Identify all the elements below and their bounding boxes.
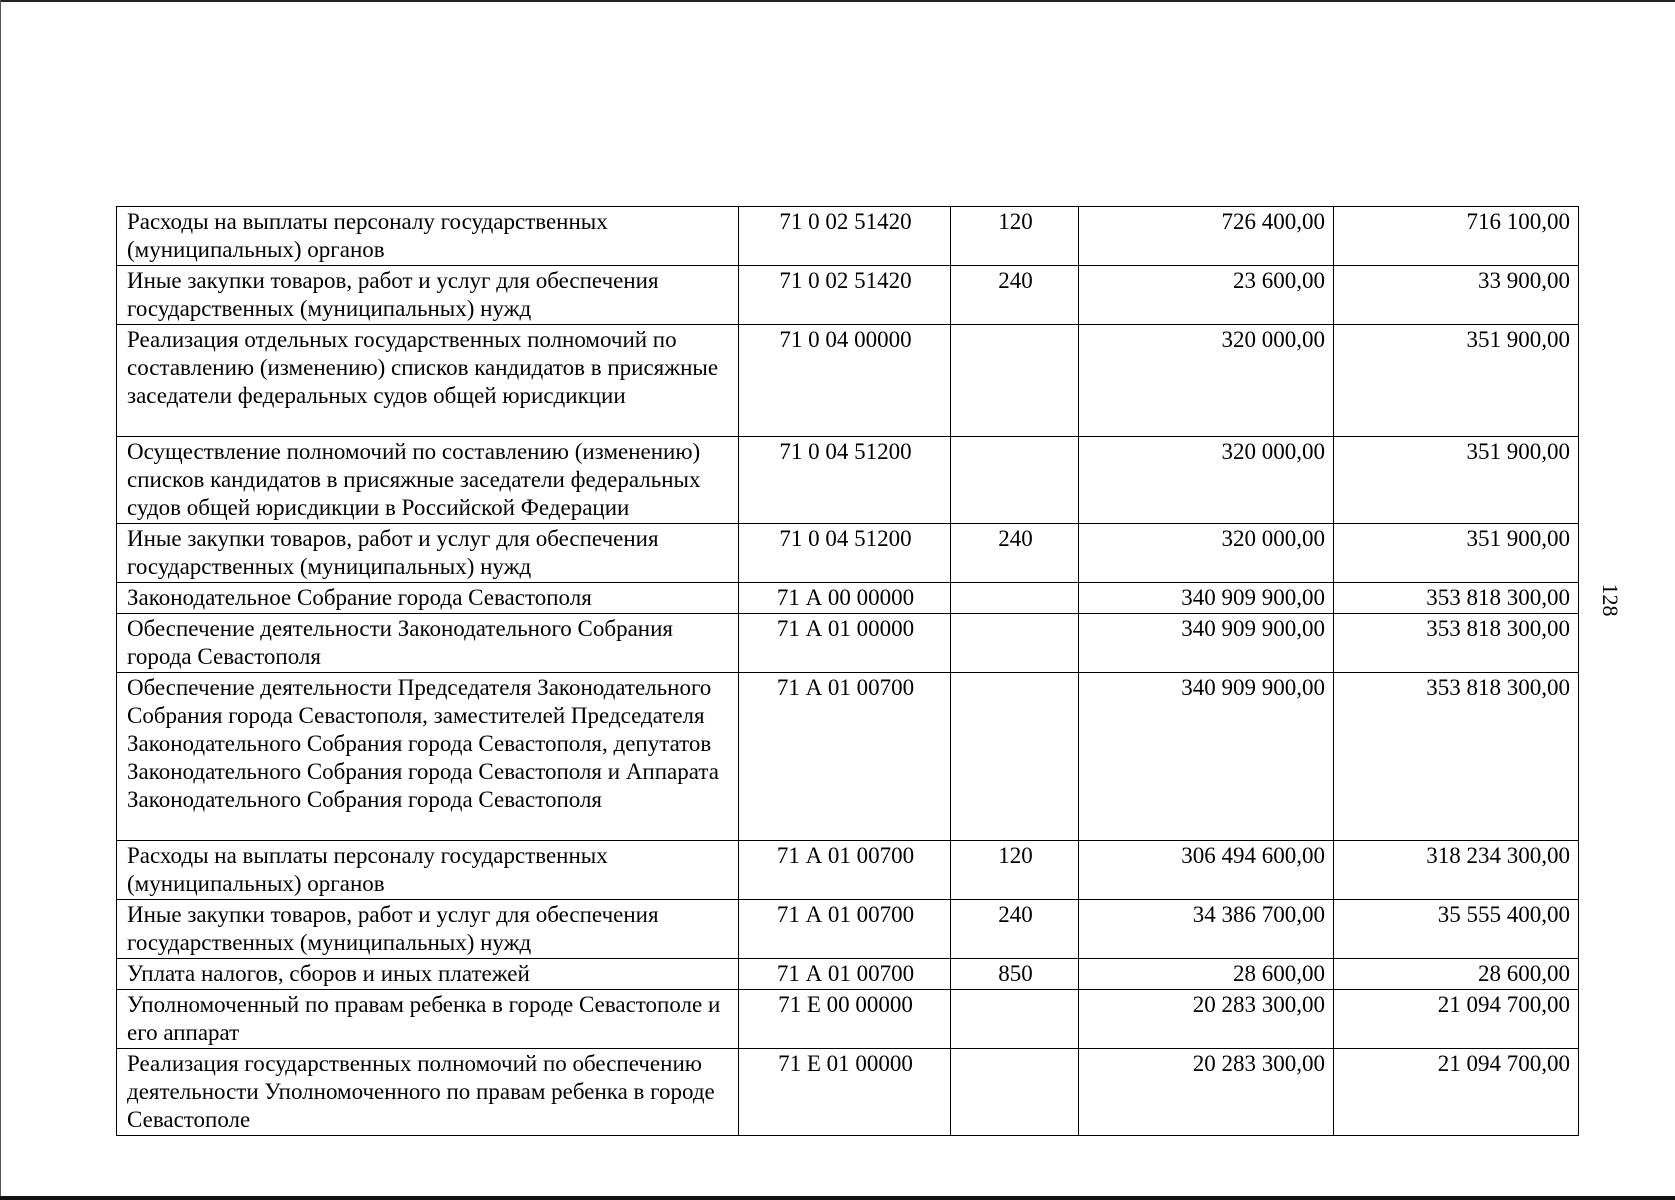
row-expense-type: 120 bbox=[951, 207, 1079, 266]
table-row bbox=[117, 900, 1579, 959]
row-code: 71 0 02 51420 bbox=[739, 266, 951, 325]
row-name: Иные закупки товаров, работ и услуг для обеспечения государственных (муниципальных) нужд bbox=[117, 524, 739, 583]
row-name: Уполномоченный по правам ребенка в городе Севастополе и его аппарат bbox=[117, 990, 739, 1049]
row-expense-type: 240 bbox=[951, 900, 1079, 959]
row-name: Обеспечение деятельности Законодательного Собрания города Севастополя bbox=[117, 614, 739, 673]
row-name: Уплата налогов, сборов и иных платежей bbox=[117, 959, 739, 990]
row-sum-2: 353 818 300,00 bbox=[1334, 673, 1579, 841]
row-code: 71 0 04 51200 bbox=[739, 524, 951, 583]
row-sum-2: 716 100,00 bbox=[1334, 207, 1579, 266]
row-code: 71 Е 00 00000 bbox=[739, 990, 951, 1049]
row-sum-1: 320 000,00 bbox=[1079, 325, 1334, 437]
row-sum-2: 28 600,00 bbox=[1334, 959, 1579, 990]
row-sum-2: 351 900,00 bbox=[1334, 437, 1579, 524]
row-code: 71 Е 01 00000 bbox=[739, 1049, 951, 1136]
scan-edge-top bbox=[0, 0, 1675, 2]
row-sum-2: 351 900,00 bbox=[1334, 524, 1579, 583]
table-row bbox=[117, 959, 1579, 990]
row-expense-type: 240 bbox=[951, 524, 1079, 583]
row-expense-type: 240 bbox=[951, 266, 1079, 325]
table-row bbox=[117, 990, 1579, 1049]
table-row bbox=[117, 266, 1579, 325]
row-expense-type: 850 bbox=[951, 959, 1079, 990]
page-number: 128 bbox=[1598, 583, 1623, 617]
row-sum-1: 306 494 600,00 bbox=[1079, 841, 1334, 900]
row-name: Законодательное Собрание города Севастополя bbox=[117, 583, 739, 614]
scan-edge-left bbox=[0, 0, 1, 1200]
row-sum-2: 21 094 700,00 bbox=[1334, 1049, 1579, 1136]
row-sum-2: 318 234 300,00 bbox=[1334, 841, 1579, 900]
row-expense-type bbox=[951, 673, 1079, 841]
row-code: 71 А 01 00700 bbox=[739, 900, 951, 959]
row-expense-type: 120 bbox=[951, 841, 1079, 900]
row-sum-2: 21 094 700,00 bbox=[1334, 990, 1579, 1049]
scan-edge-bottom bbox=[0, 1196, 1675, 1200]
row-name: Иные закупки товаров, работ и услуг для обеспечения государственных (муниципальных) нужд bbox=[117, 266, 739, 325]
row-name: Расходы на выплаты персоналу государственных (муниципальных) органов bbox=[117, 207, 739, 266]
table-row bbox=[117, 583, 1579, 614]
row-sum-1: 320 000,00 bbox=[1079, 524, 1334, 583]
row-sum-2: 353 818 300,00 bbox=[1334, 583, 1579, 614]
table-row bbox=[117, 437, 1579, 524]
row-expense-type bbox=[951, 1049, 1079, 1136]
row-sum-1: 320 000,00 bbox=[1079, 437, 1334, 524]
row-code: 71 0 02 51420 bbox=[739, 207, 951, 266]
row-code: 71 А 01 00700 bbox=[739, 959, 951, 990]
table-row bbox=[117, 325, 1579, 437]
row-sum-2: 351 900,00 bbox=[1334, 325, 1579, 437]
table-row bbox=[117, 614, 1579, 673]
table-row bbox=[117, 524, 1579, 583]
row-sum-1: 20 283 300,00 bbox=[1079, 990, 1334, 1049]
row-name: Реализация отдельных государственных полномочий по составлению (изменению) списков кандидатов в присяжные заседатели федеральных судов общей юрисдикции bbox=[117, 325, 739, 437]
row-expense-type bbox=[951, 437, 1079, 524]
row-code: 71 А 01 00000 bbox=[739, 614, 951, 673]
row-sum-1: 20 283 300,00 bbox=[1079, 1049, 1334, 1136]
row-sum-1: 340 909 900,00 bbox=[1079, 673, 1334, 841]
row-code: 71 А 01 00700 bbox=[739, 673, 951, 841]
budget-table bbox=[116, 206, 1579, 1136]
row-code: 71 0 04 51200 bbox=[739, 437, 951, 524]
row-sum-2: 35 555 400,00 bbox=[1334, 900, 1579, 959]
row-name: Обеспечение деятельности Председателя Законодательного Собрания города Севастополя, заместителей Председателя Законодательного Собрания города Севастополя, депутатов Законодательного Собрания города Севастополя и Аппарата Законодательного Собрания города Севастополя bbox=[117, 673, 739, 841]
row-expense-type bbox=[951, 325, 1079, 437]
row-name: Расходы на выплаты персоналу государственных (муниципальных) органов bbox=[117, 841, 739, 900]
row-expense-type bbox=[951, 614, 1079, 673]
row-sum-2: 353 818 300,00 bbox=[1334, 614, 1579, 673]
row-sum-1: 340 909 900,00 bbox=[1079, 614, 1334, 673]
row-name: Иные закупки товаров, работ и услуг для обеспечения государственных (муниципальных) нужд bbox=[117, 900, 739, 959]
row-name: Реализация государственных полномочий по обеспечению деятельности Уполномоченного по правам ребенка в городе Севастополе bbox=[117, 1049, 739, 1136]
table-row bbox=[117, 1049, 1579, 1136]
row-sum-1: 23 600,00 bbox=[1079, 266, 1334, 325]
row-code: 71 0 04 00000 bbox=[739, 325, 951, 437]
row-name: Осуществление полномочий по составлению (изменению) списков кандидатов в присяжные заседатели федеральных судов общей юрисдикции в Российской Федерации bbox=[117, 437, 739, 524]
row-expense-type bbox=[951, 583, 1079, 614]
row-code: 71 А 00 00000 bbox=[739, 583, 951, 614]
table-row bbox=[117, 841, 1579, 900]
row-sum-1: 34 386 700,00 bbox=[1079, 900, 1334, 959]
row-sum-1: 340 909 900,00 bbox=[1079, 583, 1334, 614]
row-sum-2: 33 900,00 bbox=[1334, 266, 1579, 325]
row-sum-1: 726 400,00 bbox=[1079, 207, 1334, 266]
row-expense-type bbox=[951, 990, 1079, 1049]
row-code: 71 А 01 00700 bbox=[739, 841, 951, 900]
table-row bbox=[117, 207, 1579, 266]
table-row bbox=[117, 673, 1579, 841]
row-sum-1: 28 600,00 bbox=[1079, 959, 1334, 990]
